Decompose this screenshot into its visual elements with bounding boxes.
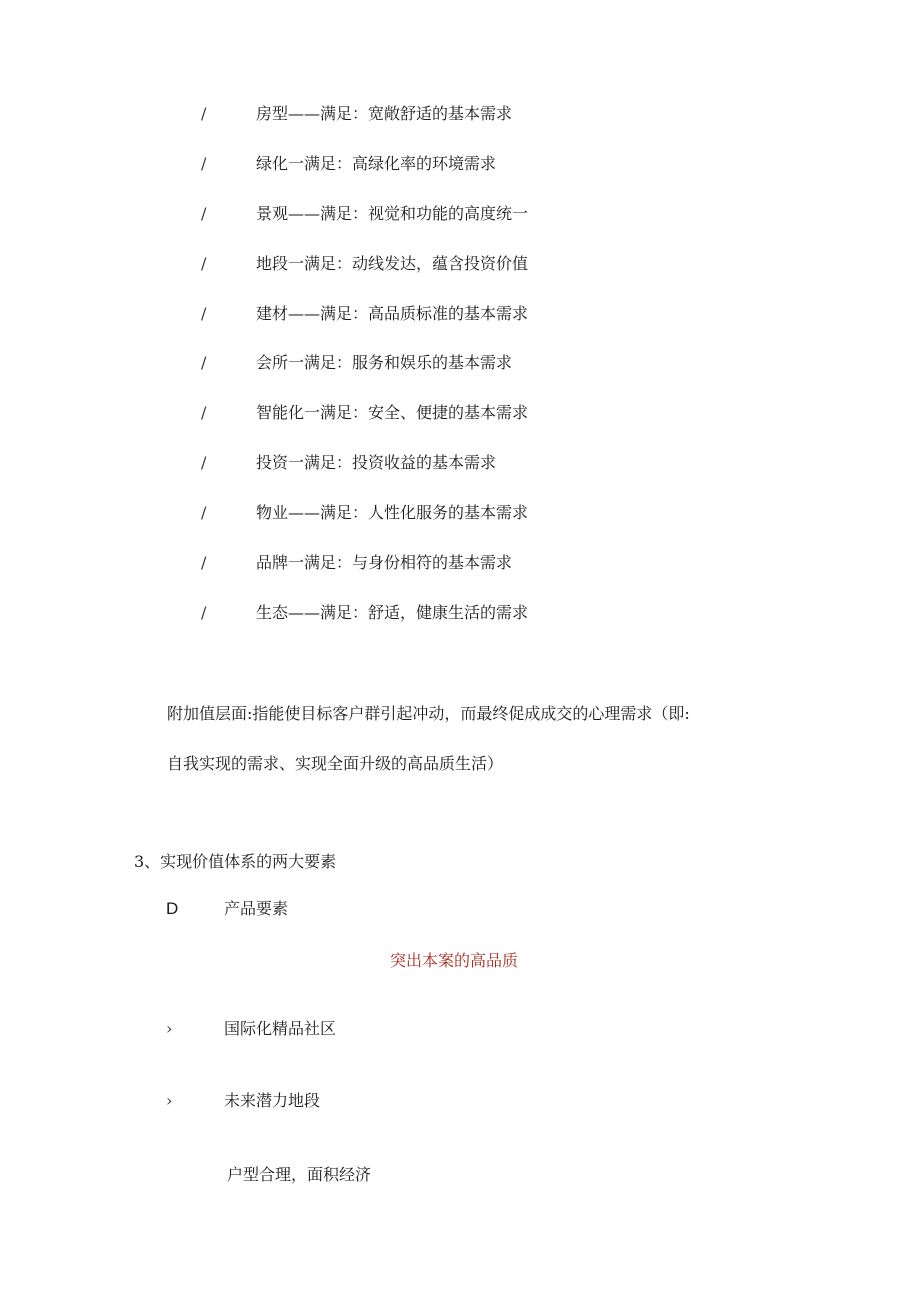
section-heading: 3、实现价值体系的两大要素 [134,852,337,871]
added-value-line-2: 自我实现的需求、实现全面升级的高品质生活） [167,754,504,773]
slash-marker: / [201,204,207,223]
added-value-line-1: 附加值层面:指能使目标客户群引起冲动，而最终促成成交的心理需求（即: [167,704,690,723]
list-item-text: 品牌一满足：与身份相符的基本需求 [256,553,513,572]
list-item-text: 智能化一满足：安全、便捷的基本需求 [256,403,529,422]
chevron-right-icon: › [166,1019,173,1038]
list-item-text: 会所一满足：服务和娱乐的基本需求 [256,353,513,372]
list-item-text: 绿化一满足：高绿化率的环境需求 [256,154,497,173]
sub-item-label: 产品要素 [224,899,289,918]
slash-marker: / [201,403,207,422]
list-item-text: 物业——满足：人性化服务的基本需求 [256,503,529,522]
slash-marker: / [201,503,207,522]
chevron-right-icon: › [166,1091,173,1110]
d-marker: D [166,899,179,918]
slash-marker: / [201,603,207,622]
slash-marker: / [201,104,207,123]
list-item-text: 生态——满足：舒适，健康生活的需求 [256,603,529,622]
slash-marker: / [201,353,207,372]
slash-marker: / [201,254,207,273]
slash-marker: / [201,453,207,472]
highlight-title: 突出本案的高品质 [390,951,519,970]
list-item-text: 房型——满足：宽敞舒适的基本需求 [256,104,513,123]
last-line: 户型合理，面积经济 [227,1165,372,1184]
list-item-text: 投资一满足：投资收益的基本需求 [256,453,497,472]
slash-marker: / [201,553,207,572]
list-item-text: 地段一满足：动线发达，蕴含投资价值 [256,254,529,273]
slash-marker: / [201,154,207,173]
slash-marker: / [201,304,207,323]
list-item-text: 景观——满足：视觉和功能的高度统一 [256,204,529,223]
bullet-item-text: 未来潜力地段 [224,1091,321,1110]
bullet-item-text: 国际化精品社区 [224,1019,337,1038]
list-item-text: 建材——满足：高品质标准的基本需求 [256,304,529,323]
